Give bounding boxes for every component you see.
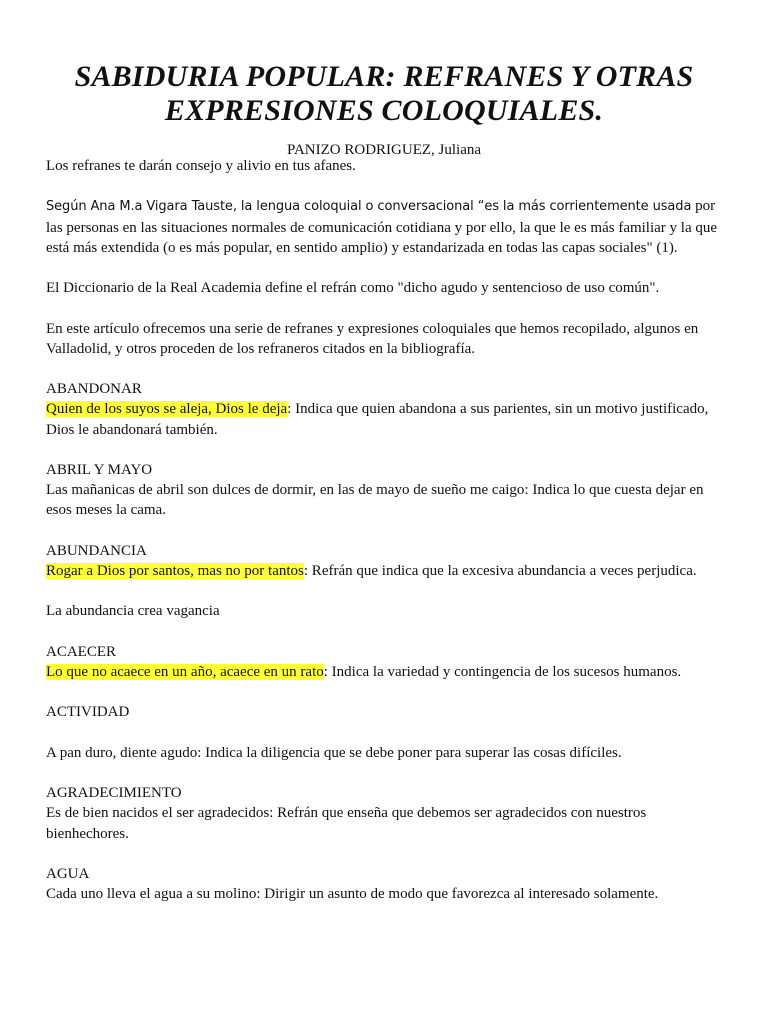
document-body bbox=[46, 156, 726, 904]
vigara-lead: Según Ana M.a Vigara Tauste, la lengua coloquial o conversacional “es la más corrientemente usada bbox=[46, 199, 692, 215]
entry-abundancia-extra: La abundancia crea vagancia bbox=[46, 603, 220, 620]
vigara-paragraph bbox=[46, 196, 726, 258]
highlighted-refran: Lo que no acaece en un año, acaece en un rato bbox=[46, 663, 324, 680]
article-intro-paragraph: En este artículo ofrecemos una serie de refranes y expresiones coloquiales que hemos recopilado, algunos en Valladolid, y otros proceden de los refraneros citados en la bibliografía. bbox=[46, 320, 699, 357]
entry-heading-abundancia: ABUNDANCIA bbox=[46, 542, 147, 559]
entry-heading-agradecimiento: AGRADECIMIENTO bbox=[46, 785, 182, 802]
rae-paragraph: El Diccionario de la Real Academia define el refrán como "dicho agudo y sentencioso de uso común". bbox=[46, 280, 660, 297]
entry-abundancia bbox=[46, 561, 726, 581]
entry-acaecer bbox=[46, 662, 726, 682]
author-line: PANIZO RODRIGUEZ, Juliana bbox=[286, 142, 482, 158]
refran-explanation: : Indica la variedad y contingencia de los sucesos humanos. bbox=[323, 663, 682, 680]
entry-abandonar bbox=[46, 399, 726, 439]
intro-paragraph: Los refranes te darán consejo y alivio en tus afanes. bbox=[46, 158, 356, 174]
entry-abril-mayo: Las mañanicas de abril son dulces de dormir, en las de mayo de sueño me caigo: Indica lo que cuesta dejar en esos meses la cama. bbox=[46, 482, 704, 519]
entry-agradecimiento: Es de bien nacidos el ser agradecidos: Refrán que enseña que debemos ser agradecidos con nuestros bienhechores. bbox=[46, 805, 647, 842]
document-title: SABIDURIA POPULAR: REFRANES Y OTRAS EXPRESIONES COLOQUIALES. bbox=[74, 60, 694, 127]
entry-heading-agua: AGUA bbox=[46, 865, 90, 882]
highlighted-refran: Rogar a Dios por santos, mas no por tantos bbox=[46, 562, 304, 579]
entry-heading-actividad: ACTIVIDAD bbox=[46, 704, 130, 721]
refran-explanation: : Refrán que indica que la excesiva abundancia a veces perjudica. bbox=[303, 562, 697, 579]
refran-explanation: : Indica que quien abandona a sus parientes, sin un motivo justificado, Dios le abandonará también. bbox=[46, 401, 709, 438]
entry-actividad: A pan duro, diente agudo: Indica la diligencia que se debe poner para superar las cosas difíciles. bbox=[46, 744, 622, 761]
entry-heading-acaecer: ACAECER bbox=[46, 643, 117, 660]
entry-heading-abril-mayo: ABRIL Y MAYO bbox=[46, 461, 153, 478]
entry-agua: Cada uno lleva el agua a su molino: Dirigir un asunto de modo que favorezca al interesado solamente. bbox=[46, 886, 659, 903]
vigara-rest: por las personas en las situaciones normales de comunicación cotidiana y por ello, la que le es más familiar y la que está más extendida (o es más popular, en sentido amplio) y estandarizada en todas las capas sociales" (1). bbox=[46, 198, 718, 256]
entry-heading-abandonar: ABANDONAR bbox=[46, 381, 142, 398]
highlighted-refran: Quien de los suyos se aleja, Dios le deja bbox=[46, 401, 288, 418]
